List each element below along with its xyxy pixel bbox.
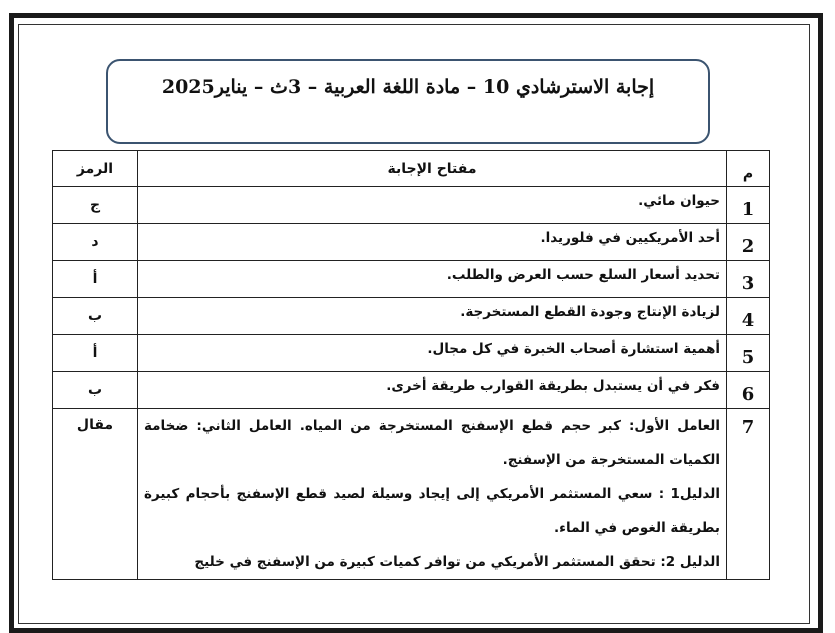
essay-paragraph-factors: العامل الأول: كبر حجم قطع الإسفنج المستخرجة من المياه. العامل الثاني: ضخامة الكميات المستخرجة من الإسفنج. <box>144 418 720 468</box>
table-row <box>53 335 770 372</box>
row-answer: أهمية استشارة أصحاب الخبرة في كل مجال. <box>138 335 727 372</box>
essay-paragraph-evidence-1: الدليل1 : سعي المستثمر الأمريكي إلى إيجاد وسيلة لصيد قطع الإسفنج بأحجام كبيرة بطريقة الغوص في الماء. <box>144 486 720 536</box>
table-row <box>53 224 770 261</box>
row-answer: أحد الأمريكيين في فلوريدا. <box>138 224 727 261</box>
row-number: 5 <box>727 335 770 372</box>
row-code: ب <box>53 372 138 409</box>
table-row <box>53 372 770 409</box>
essay-paragraph-evidence-2: الدليل 2: تحقق المستثمر الأمريكي من توافر كميات كبيرة من الإسفنج في خليج <box>194 554 720 570</box>
header-answer-key: مفتاح الإجابة <box>138 151 727 187</box>
row-number: 2 <box>727 224 770 261</box>
essay-number: 7 <box>727 409 770 580</box>
table-row <box>53 298 770 335</box>
row-code: ب <box>53 298 138 335</box>
row-number: 6 <box>727 372 770 409</box>
essay-answer <box>138 409 727 580</box>
title-box <box>106 59 710 144</box>
page-title: إجابة الاسترشادي 10 – مادة اللغة العربية – 3ث – يناير2025 <box>161 76 655 98</box>
table-row <box>53 261 770 298</box>
row-answer: حيوان مائي. <box>138 187 727 224</box>
row-number: 1 <box>727 187 770 224</box>
row-answer: لزيادة الإنتاج وجودة القطع المستخرجة. <box>138 298 727 335</box>
row-number: 3 <box>727 261 770 298</box>
essay-row <box>53 409 770 580</box>
header-code: الرمز <box>53 151 138 187</box>
row-code: أ <box>53 335 138 372</box>
row-code: د <box>53 224 138 261</box>
row-number: 4 <box>727 298 770 335</box>
table-header-row <box>53 151 770 187</box>
answer-key-table <box>52 150 770 580</box>
row-answer: فكر في أن يستبدل بطريقة القوارب طريقة أخرى. <box>138 372 727 409</box>
row-code: أ <box>53 261 138 298</box>
table-row <box>53 187 770 224</box>
row-answer: تحديد أسعار السلع حسب العرض والطلب. <box>138 261 727 298</box>
essay-code: مقال <box>53 409 138 580</box>
row-code: ج <box>53 187 138 224</box>
header-number: م <box>727 151 770 187</box>
